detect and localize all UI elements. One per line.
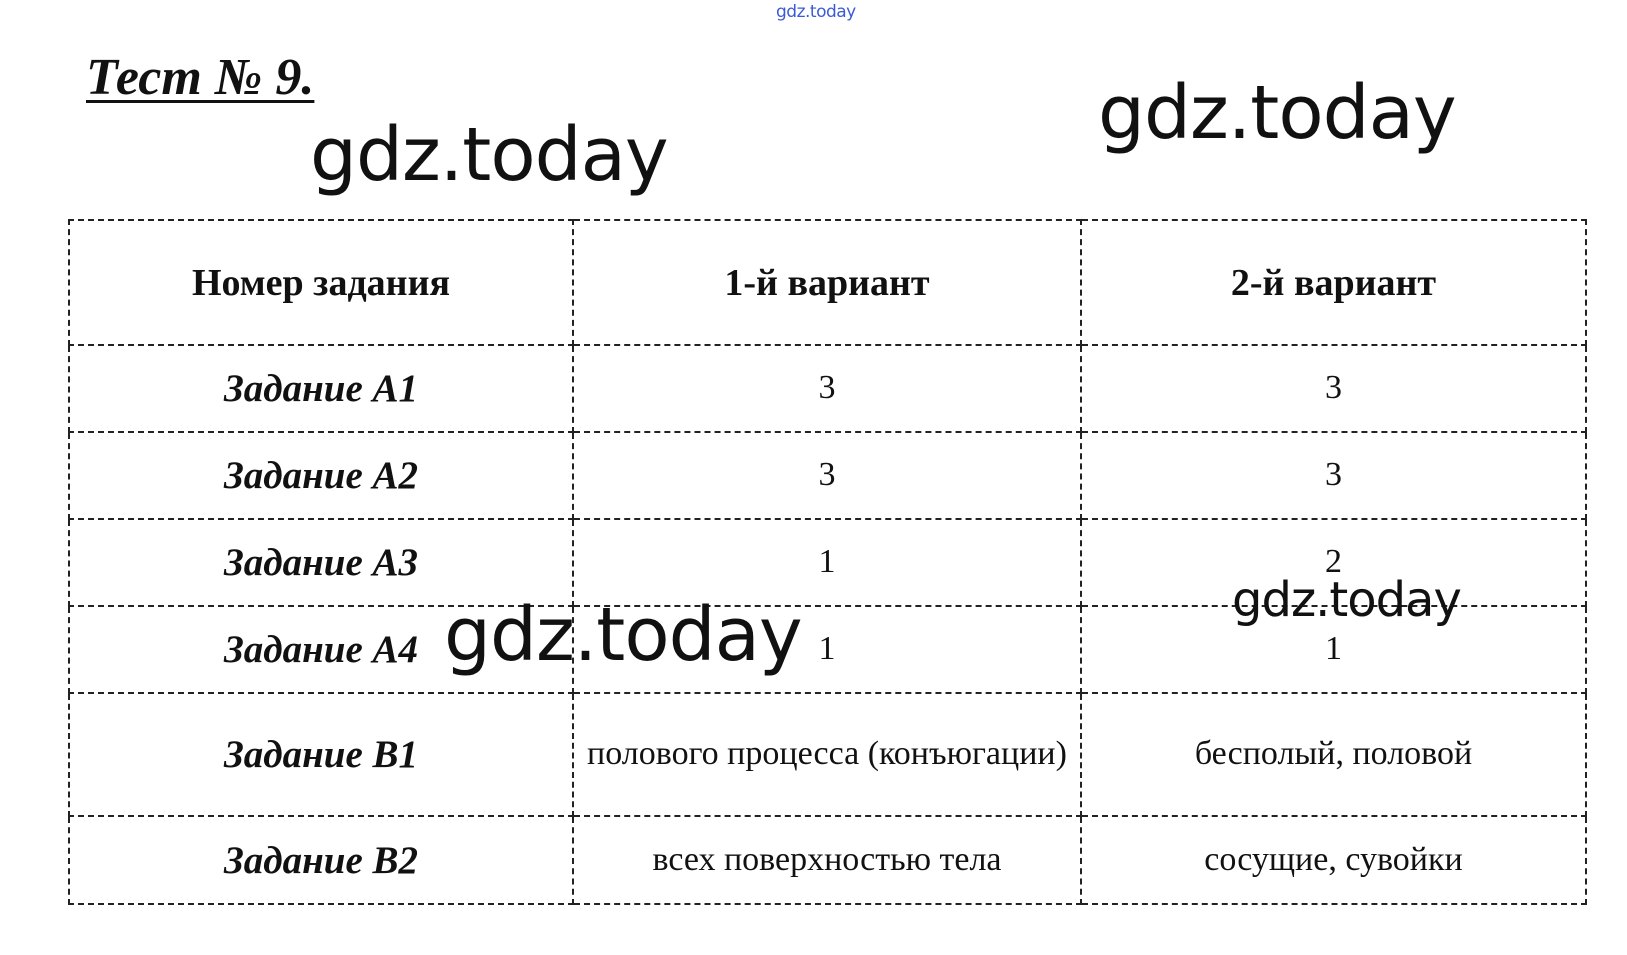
top-watermark: gdz.today [776,2,856,22]
variant-1-cell: 3 [573,432,1081,519]
variant-2-cell: 3 [1081,345,1586,432]
variant-2-cell: сосущие, сувойки [1081,816,1586,904]
header-task-number: Номер задания [69,220,573,345]
table-row [69,606,1586,693]
variant-2-cell: 2 [1081,519,1586,606]
answers-table [68,219,1587,905]
variant-2-cell: 1 [1081,606,1586,693]
table-row [69,693,1586,816]
watermark-2: gdz.today [1098,70,1456,156]
task-cell: Задание А4 [69,606,573,693]
task-cell: Задание В1 [69,693,573,816]
task-cell: Задание В2 [69,816,573,904]
task-cell: Задание А3 [69,519,573,606]
header-variant-2: 2-й вариант [1081,220,1586,345]
variant-1-cell: всех поверхностью тела [573,816,1081,904]
task-cell: Задание А2 [69,432,573,519]
table-row [69,816,1586,904]
variant-1-cell: 1 [573,519,1081,606]
page-title: Тест № 9. [86,49,315,106]
watermark-1: gdz.today [310,112,668,198]
variant-2-cell: бесполый, половой [1081,693,1586,816]
variant-1-cell: 3 [573,345,1081,432]
watermark-4: gdz.today [1232,572,1461,628]
table-header-row [69,220,1586,345]
table-row [69,345,1586,432]
variant-2-cell: 3 [1081,432,1586,519]
variant-1-cell: полового процесса (конъюгации) [573,693,1081,816]
table-row [69,519,1586,606]
header-variant-1: 1-й вариант [573,220,1081,345]
table-row [69,432,1586,519]
watermark-3: gdz.today [444,592,802,678]
task-cell: Задание А1 [69,345,573,432]
variant-1-cell: 1 [573,606,1081,693]
